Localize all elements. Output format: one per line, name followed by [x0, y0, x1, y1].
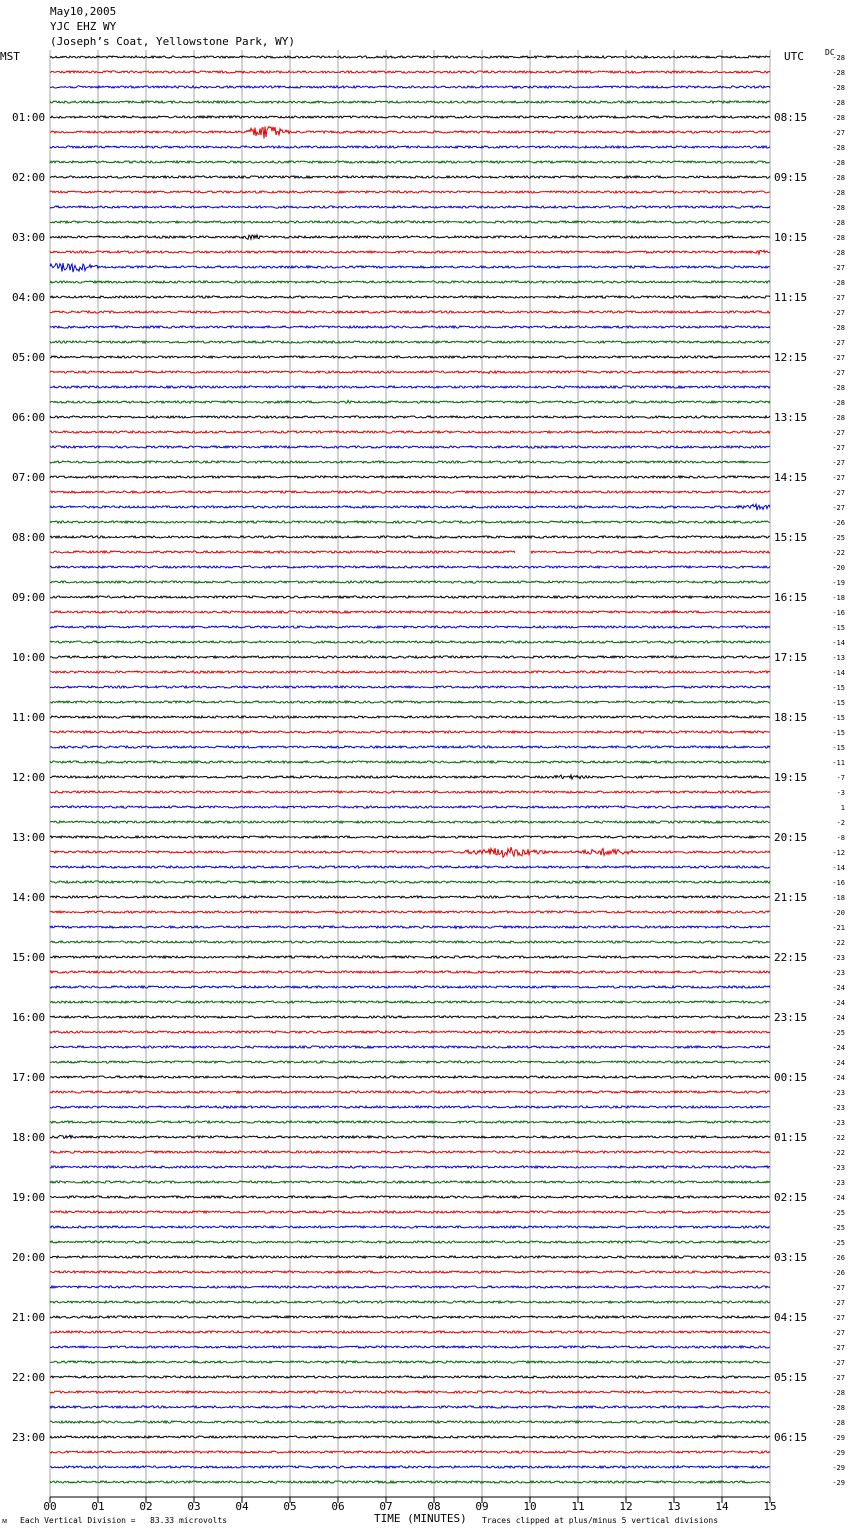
dc-offset-label: -7	[836, 774, 845, 782]
trace-21	[50, 371, 770, 374]
mst-hour-label: 08:00	[12, 531, 46, 544]
dc-offset-label: -16	[832, 879, 845, 887]
trace-93	[50, 1451, 770, 1453]
dc-offset-label: -28	[832, 144, 845, 152]
dc-offset-label: -27	[832, 429, 845, 437]
dc-offset-label: -28	[832, 159, 845, 167]
dc-offset-label: -12	[832, 849, 845, 857]
dc-offset-label: -28	[832, 174, 845, 182]
trace-20	[50, 356, 770, 358]
trace-29	[50, 491, 770, 493]
dc-offset-label: -20	[832, 909, 845, 917]
mst-hour-label: 20:00	[12, 1251, 46, 1264]
dc-offset-label: -28	[832, 399, 845, 407]
x-tick-label: 01	[91, 1500, 105, 1513]
mst-hour-label: 23:00	[12, 1431, 46, 1444]
trace-56	[50, 896, 770, 898]
trace-68	[50, 1076, 770, 1079]
dc-offset-label: -21	[832, 924, 845, 932]
dc-offset-label: -27	[832, 294, 845, 302]
x-tick-label: 10	[523, 1500, 537, 1513]
dc-offset-label: -24	[832, 1044, 845, 1052]
trace-62	[50, 986, 770, 988]
trace-80	[50, 1256, 770, 1258]
trace-10	[50, 206, 770, 208]
utc-hour-label: 19:15	[774, 771, 808, 784]
utc-hour-label: 01:15	[774, 1131, 808, 1144]
trace-90	[50, 1406, 770, 1408]
trace-3	[50, 101, 770, 103]
x-tick-label: 09	[475, 1500, 489, 1513]
trace-87	[50, 1361, 770, 1363]
trace-41	[50, 671, 770, 673]
trace-86	[50, 1346, 770, 1348]
mst-hour-label: 13:00	[12, 831, 46, 844]
trace-24	[50, 416, 770, 418]
dc-offset-label: -28	[832, 219, 845, 227]
trace-43	[50, 701, 770, 703]
dc-offset-label: -28	[832, 189, 845, 197]
trace-40	[50, 656, 770, 658]
trace-89	[50, 1391, 770, 1393]
mst-hour-label: 07:00	[12, 471, 46, 484]
dc-offset-label: -14	[832, 669, 845, 677]
mst-hour-label: 17:00	[12, 1071, 46, 1084]
dc-offset-label: -27	[832, 264, 845, 272]
utc-hour-label: 03:15	[774, 1251, 808, 1264]
mst-hour-label: 12:00	[12, 771, 46, 784]
mst-hour-label: 03:00	[12, 231, 46, 244]
trace-52	[50, 836, 770, 838]
trace-84	[50, 1316, 770, 1318]
dc-offset-label: -23	[832, 954, 845, 962]
dc-offset-label: -18	[832, 894, 845, 902]
mst-hour-label: 02:00	[12, 171, 46, 184]
dc-offset-label: -28	[832, 1419, 845, 1427]
trace-7	[50, 161, 770, 163]
dc-offset-label: -23	[832, 1164, 845, 1172]
trace-60	[50, 956, 770, 958]
dc-offset-label: -15	[832, 684, 845, 692]
utc-hour-label: 21:15	[774, 891, 808, 904]
x-tick-label: 11	[571, 1500, 585, 1513]
dc-label: DC	[825, 48, 835, 57]
dc-offset-label: -14	[832, 864, 845, 872]
dc-offset-label: -8	[836, 834, 845, 842]
trace-55	[50, 881, 770, 883]
mst-hour-label: 04:00	[12, 291, 46, 304]
x-tick-label: 12	[619, 1500, 633, 1513]
trace-49	[50, 791, 770, 793]
trace-4	[50, 116, 770, 118]
dc-offset-label: -27	[832, 1329, 845, 1337]
dc-offset-label: -24	[832, 999, 845, 1007]
x-tick-label: 07	[379, 1500, 393, 1513]
trace-82	[50, 1286, 770, 1288]
dc-offset-label: -28	[832, 204, 845, 212]
dc-offset-label: -27	[832, 1344, 845, 1352]
clip-note: Traces clipped at plus/minus 5 vertical divisions	[482, 1516, 719, 1525]
trace-78	[50, 1226, 770, 1228]
x-tick-label: 05	[283, 1500, 297, 1513]
dc-offset-label: -27	[832, 354, 845, 362]
utc-hour-label: 05:15	[774, 1371, 808, 1384]
mst-hour-label: 19:00	[12, 1191, 46, 1204]
station-code: YJC EHZ WY	[50, 20, 117, 33]
trace-38	[50, 626, 770, 628]
utc-hour-label: 12:15	[774, 351, 808, 364]
trace-36	[50, 596, 770, 598]
utc-hour-label: 20:15	[774, 831, 808, 844]
dc-offset-label: -15	[832, 744, 845, 752]
trace-2	[50, 86, 770, 88]
dc-offset-label: -28	[832, 54, 845, 62]
dc-offset-label: -27	[832, 369, 845, 377]
trace-16	[50, 296, 770, 298]
trace-1	[50, 71, 770, 73]
trace-45	[50, 731, 770, 733]
x-tick-label: 03	[187, 1500, 201, 1513]
utc-hour-label: 08:15	[774, 111, 808, 124]
trace-33	[50, 551, 770, 553]
dc-offset-label: -28	[832, 324, 845, 332]
dc-offset-label: -3	[836, 789, 845, 797]
utc-hour-label: 10:15	[774, 231, 808, 244]
scale-note: Each Vertical Division = 83.33 microvolts	[20, 1516, 228, 1525]
trace-50	[50, 806, 770, 808]
trace-71	[50, 1121, 770, 1123]
dc-offset-label: -29	[832, 1464, 845, 1472]
mst-hour-label: 14:00	[12, 891, 46, 904]
trace-48	[50, 775, 770, 779]
trace-91	[50, 1421, 770, 1423]
dc-offset-label: -26	[832, 1254, 845, 1262]
dc-offset-label: -23	[832, 1179, 845, 1187]
trace-83	[50, 1301, 770, 1303]
dc-offset-label: -15	[832, 699, 845, 707]
trace-35	[50, 581, 770, 583]
right-axis-title: UTC	[784, 50, 804, 63]
dc-offset-label: -23	[832, 1089, 845, 1097]
utc-hour-label: 09:15	[774, 171, 808, 184]
trace-66	[50, 1046, 770, 1048]
dc-offset-label: -14	[832, 639, 845, 647]
dc-offset-label: -27	[832, 1299, 845, 1307]
trace-72	[50, 1135, 770, 1138]
dc-offset-label: -22	[832, 939, 845, 947]
dc-offset-label: -27	[832, 459, 845, 467]
trace-18	[50, 326, 770, 328]
record-date: May10,2005	[50, 5, 117, 18]
utc-hour-label: 00:15	[774, 1071, 808, 1084]
trace-63	[50, 1001, 770, 1003]
trace-19	[50, 341, 770, 343]
dc-offset-label: -22	[832, 549, 845, 557]
trace-54	[50, 866, 770, 868]
dc-offset-label: -25	[832, 1239, 845, 1247]
dc-offset-label: -28	[832, 279, 845, 287]
trace-28	[50, 476, 770, 478]
x-tick-label: 15	[763, 1500, 777, 1513]
dc-offset-label: -22	[832, 1134, 845, 1142]
mst-hour-label: 16:00	[12, 1011, 46, 1024]
dc-offset-label: -15	[832, 729, 845, 737]
mst-hour-label: 18:00	[12, 1131, 46, 1144]
dc-offset-label: -28	[832, 84, 845, 92]
trace-92	[50, 1435, 770, 1438]
trace-47	[50, 761, 770, 763]
dc-offset-label: -29	[832, 1449, 845, 1457]
trace-13	[50, 250, 770, 254]
x-tick-label: 13	[667, 1500, 681, 1513]
dc-offset-label: -28	[832, 1389, 845, 1397]
x-tick-label: 00	[43, 1500, 57, 1513]
mst-hour-label: 05:00	[12, 351, 46, 364]
dc-offset-label: -19	[832, 579, 845, 587]
trace-75	[50, 1181, 770, 1183]
dc-offset-label: -27	[832, 474, 845, 482]
dc-offset-label: -24	[832, 984, 845, 992]
trace-27	[50, 461, 770, 463]
trace-22	[50, 386, 770, 388]
dc-offset-label: -18	[832, 594, 845, 602]
mst-hour-label: 09:00	[12, 591, 46, 604]
dc-offset-label: -28	[832, 384, 845, 392]
corner-mark: ᴍ	[2, 1516, 8, 1525]
x-axis-title: TIME (MINUTES)	[374, 1512, 467, 1525]
dc-offset-label: -27	[832, 1314, 845, 1322]
trace-76	[50, 1196, 770, 1198]
mst-hour-label: 11:00	[12, 711, 46, 724]
trace-26	[50, 446, 770, 448]
mst-hour-label: 15:00	[12, 951, 46, 964]
dc-offset-label: -20	[832, 564, 845, 572]
dc-offset-label: -29	[832, 1434, 845, 1442]
dc-offset-label: -16	[832, 609, 845, 617]
dc-offset-label: -28	[832, 69, 845, 77]
dc-offset-label: -27	[832, 1359, 845, 1367]
dc-offset-label: -24	[832, 1194, 845, 1202]
trace-74	[50, 1166, 770, 1168]
x-tick-label: 06	[331, 1500, 345, 1513]
utc-hour-label: 06:15	[774, 1431, 808, 1444]
trace-59	[50, 941, 770, 943]
trace-39	[50, 641, 770, 643]
mst-hour-label: 06:00	[12, 411, 46, 424]
trace-15	[50, 281, 770, 283]
trace-9	[50, 191, 770, 193]
trace-17	[50, 311, 770, 313]
dc-offset-label: -23	[832, 1104, 845, 1112]
dc-offset-label: -15	[832, 624, 845, 632]
dc-offset-label: -25	[832, 534, 845, 542]
trace-65	[50, 1031, 770, 1033]
station-location: (Joseph’s Coat, Yellowstone Park, WY)	[50, 35, 296, 48]
trace-61	[50, 971, 770, 973]
trace-85	[50, 1331, 770, 1333]
dc-offset-label: -2	[836, 819, 845, 827]
dc-offset-label: -22	[832, 1149, 845, 1157]
dc-offset-label: -26	[832, 1269, 845, 1277]
dc-offset-label: -23	[832, 969, 845, 977]
trace-53	[50, 847, 770, 857]
dc-offset-label: -25	[832, 1224, 845, 1232]
mst-hour-label: 10:00	[12, 651, 46, 664]
x-tick-label: 04	[235, 1500, 249, 1513]
trace-6	[50, 146, 770, 148]
dc-offset-label: -28	[832, 114, 845, 122]
mst-hour-label: 22:00	[12, 1371, 46, 1384]
left-axis-title: MST	[0, 50, 20, 63]
trace-12	[50, 235, 770, 239]
trace-30	[50, 504, 770, 510]
dc-offset-label: -13	[832, 654, 845, 662]
dc-offset-label: -27	[832, 339, 845, 347]
dc-offset-label: -24	[832, 1059, 845, 1067]
trace-94	[50, 1466, 770, 1468]
dc-offset-label: -27	[832, 1284, 845, 1292]
dc-offset-label: -28	[832, 234, 845, 242]
seismic-traces	[50, 56, 770, 1483]
dc-offset-label: -27	[832, 309, 845, 317]
dc-offset-label: -28	[832, 1404, 845, 1412]
x-tick-label: 14	[715, 1500, 729, 1513]
trace-77	[50, 1211, 770, 1213]
utc-hour-label: 23:15	[774, 1011, 808, 1024]
dc-offset-label: -24	[832, 1074, 845, 1082]
trace-51	[50, 821, 770, 823]
dc-offset-label: -28	[832, 249, 845, 257]
trace-70	[50, 1106, 770, 1108]
utc-hour-label: 18:15	[774, 711, 808, 724]
dc-offset-label: -25	[832, 1209, 845, 1217]
dc-offset-label: -29	[832, 1479, 845, 1487]
trace-25	[50, 431, 770, 433]
mst-hour-label: 21:00	[12, 1311, 46, 1324]
utc-hour-label: 04:15	[774, 1311, 808, 1324]
trace-88	[50, 1376, 770, 1378]
trace-81	[50, 1271, 770, 1273]
trace-31	[50, 521, 770, 523]
trace-14	[50, 263, 770, 272]
utc-hour-label: 02:15	[774, 1191, 808, 1204]
dc-offset-label: -26	[832, 519, 845, 527]
x-tick-label: 02	[139, 1500, 153, 1513]
dc-offset-label: -27	[832, 444, 845, 452]
dc-offset-label: -27	[832, 489, 845, 497]
trace-37	[50, 611, 770, 613]
minute-gridlines	[50, 50, 770, 1503]
utc-hour-label: 13:15	[774, 411, 808, 424]
trace-8	[50, 176, 770, 178]
trace-44	[50, 716, 770, 718]
utc-hour-label: 22:15	[774, 951, 808, 964]
dc-offset-label: -27	[832, 129, 845, 137]
mst-hour-label: 01:00	[12, 111, 46, 124]
trace-57	[50, 911, 770, 913]
utc-hour-label: 17:15	[774, 651, 808, 664]
dc-offset-label: -27	[832, 504, 845, 512]
axis-labels	[12, 54, 845, 1513]
trace-69	[50, 1091, 770, 1093]
trace-58	[50, 926, 770, 929]
trace-42	[50, 686, 770, 688]
utc-hour-label: 14:15	[774, 471, 808, 484]
trace-73	[50, 1151, 770, 1153]
dc-offset-label: -28	[832, 414, 845, 422]
trace-95	[50, 1481, 770, 1483]
utc-hour-label: 11:15	[774, 291, 808, 304]
x-tick-label: 08	[427, 1500, 441, 1513]
trace-46	[50, 746, 770, 748]
trace-79	[50, 1241, 770, 1243]
trace-64	[50, 1016, 770, 1018]
dc-offset-label: -24	[832, 1014, 845, 1022]
trace-11	[50, 221, 770, 223]
trace-32	[50, 536, 770, 538]
dc-offset-label: -27	[832, 1374, 845, 1382]
dc-offset-label: -28	[832, 99, 845, 107]
utc-hour-label: 15:15	[774, 531, 808, 544]
dc-offset-label: -23	[832, 1119, 845, 1127]
dc-offset-label: -15	[832, 714, 845, 722]
trace-5	[50, 126, 770, 138]
trace-0	[50, 56, 770, 58]
dc-offset-label: -25	[832, 1029, 845, 1037]
trace-23	[50, 400, 770, 403]
trace-34	[50, 566, 770, 568]
trace-67	[50, 1061, 770, 1063]
dc-offset-label: -11	[832, 759, 845, 767]
utc-hour-label: 16:15	[774, 591, 808, 604]
dc-offset-label: 1	[840, 804, 845, 812]
